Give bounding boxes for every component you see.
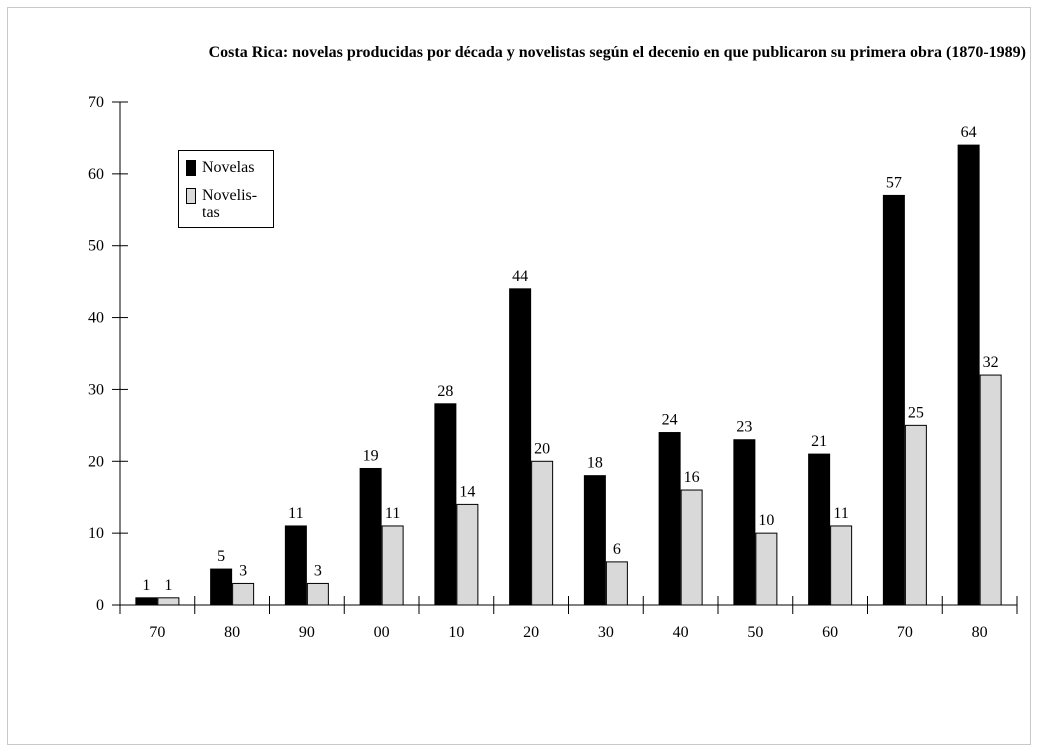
data-label-novelas-5: 44 xyxy=(512,267,529,285)
x-tick-label-9: 60 xyxy=(822,624,839,641)
y-tick-label-60: 60 xyxy=(88,165,104,183)
data-label-novelistas-2: 3 xyxy=(313,562,322,580)
bar-novelas-11 xyxy=(958,145,979,605)
x-tick-label-3: 00 xyxy=(373,624,390,641)
bar-novelistas-6 xyxy=(606,562,627,605)
legend-swatch-novelas xyxy=(186,160,196,176)
bar-novelas-2 xyxy=(285,526,306,605)
bar-novelistas-3 xyxy=(382,526,403,605)
bar-novelas-5 xyxy=(510,289,531,605)
x-tick-label-0: 70 xyxy=(149,624,166,641)
data-label-novelas-4: 28 xyxy=(437,382,454,400)
data-label-novelas-7: 24 xyxy=(661,411,678,429)
y-tick-label-10: 10 xyxy=(88,525,104,543)
x-tick-label-5: 20 xyxy=(523,624,540,641)
data-label-novelistas-0: 1 xyxy=(164,576,173,594)
data-label-novelas-3: 19 xyxy=(362,447,379,465)
data-label-novelistas-3: 11 xyxy=(384,504,401,522)
legend-label-novelistas xyxy=(202,187,264,221)
bar-novelas-4 xyxy=(435,404,456,605)
bar-novelas-1 xyxy=(211,569,232,605)
legend-item-novelistas xyxy=(186,187,264,221)
x-tick-label-2: 90 xyxy=(298,624,315,641)
data-label-novelas-0: 1 xyxy=(142,576,151,594)
data-label-novelas-10: 57 xyxy=(885,174,902,192)
data-label-novelistas-10: 25 xyxy=(907,404,924,422)
bar-novelistas-10 xyxy=(905,425,926,605)
x-tick-label-6: 30 xyxy=(597,624,614,641)
x-tick-label-8: 50 xyxy=(747,624,764,641)
bar-novelistas-0 xyxy=(158,598,179,605)
bar-novelistas-4 xyxy=(457,504,478,605)
bar-novelistas-2 xyxy=(307,583,328,605)
bar-novelas-7 xyxy=(659,433,680,605)
data-label-novelistas-7: 16 xyxy=(683,469,700,487)
bar-novelas-6 xyxy=(584,476,605,605)
bar-novelistas-8 xyxy=(756,533,777,605)
bar-novelas-8 xyxy=(734,440,755,605)
data-label-novelas-8: 23 xyxy=(736,418,753,436)
data-label-novelistas-4: 14 xyxy=(459,483,476,501)
y-tick-label-20: 20 xyxy=(88,453,104,471)
legend-swatch-novelistas xyxy=(186,188,196,204)
bar-novelistas-5 xyxy=(532,461,553,605)
y-tick-label-70: 70 xyxy=(88,94,104,111)
x-tick-label-7: 40 xyxy=(672,624,689,641)
legend-label-novelas: Novelas xyxy=(202,159,255,176)
bar-novelas-3 xyxy=(360,468,381,605)
data-label-novelas-9: 21 xyxy=(811,433,828,451)
x-tick-label-10: 70 xyxy=(896,624,913,641)
x-tick-label-4: 10 xyxy=(448,624,465,641)
x-tick-label-1: 80 xyxy=(224,624,241,641)
y-tick-label-0: 0 xyxy=(96,597,104,614)
bar-novelistas-7 xyxy=(681,490,702,605)
legend-label-novelistas-line2: tas xyxy=(202,204,220,221)
data-label-novelistas-5: 20 xyxy=(534,440,551,458)
data-label-novelas-6: 18 xyxy=(586,454,603,472)
bar-novelistas-1 xyxy=(233,583,254,605)
data-label-novelistas-11: 32 xyxy=(982,354,999,372)
bar-novelas-10 xyxy=(883,195,904,605)
data-label-novelistas-6: 6 xyxy=(612,540,621,558)
legend-item-novelas xyxy=(186,159,264,176)
legend xyxy=(178,150,274,228)
x-tick-label-11: 80 xyxy=(971,624,988,641)
y-tick-label-50: 50 xyxy=(88,237,104,255)
data-label-novelistas-1: 3 xyxy=(239,562,248,580)
data-label-novelas-11: 64 xyxy=(960,124,977,142)
bar-novelas-9 xyxy=(809,454,830,605)
y-tick-label-30: 30 xyxy=(88,381,104,399)
data-label-novelas-1: 5 xyxy=(217,548,226,566)
data-label-novelistas-9: 11 xyxy=(833,504,849,522)
chart-title: Costa Rica: novelas producidas por década y novelistas según el decenio en que publicaron su primera obra (1870-1989) xyxy=(208,44,1026,61)
bar-novelas-0 xyxy=(136,598,157,605)
legend-label-novelistas-line1: Novelis- xyxy=(202,187,258,204)
data-label-novelas-2: 11 xyxy=(288,504,304,522)
bar-novelistas-11 xyxy=(980,375,1001,605)
data-label-novelistas-8: 10 xyxy=(758,512,775,530)
y-tick-label-40: 40 xyxy=(88,309,104,327)
bar-novelistas-9 xyxy=(831,526,852,605)
